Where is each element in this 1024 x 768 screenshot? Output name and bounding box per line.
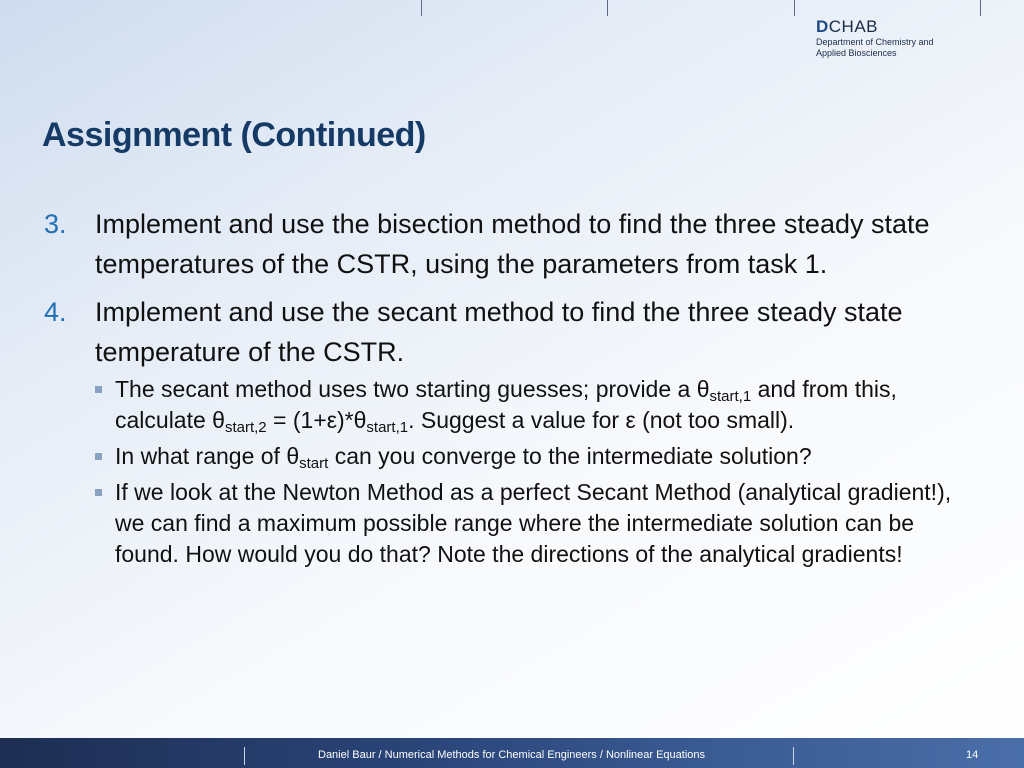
square-bullet-icon bbox=[95, 386, 102, 393]
subscript: start,2 bbox=[224, 419, 267, 436]
logo-chab: CHAB bbox=[828, 17, 879, 36]
header-divider bbox=[607, 0, 608, 16]
page-number: 14 bbox=[966, 749, 979, 761]
sub-text: If we look at the Newton Method as a perfect Secant Method (analytical gradient!), we can find a maximum possible range where the intermediate solution can be found. How would you do that? Note the directions of the analytical gradients! bbox=[115, 479, 952, 567]
sub-text: = (1+ε)*θ bbox=[266, 407, 367, 433]
subscript: start,1 bbox=[366, 419, 409, 436]
header-divider bbox=[421, 0, 422, 16]
square-bullet-icon bbox=[95, 453, 102, 460]
footer-divider bbox=[244, 747, 245, 765]
subscript: start,1 bbox=[709, 388, 752, 405]
list-item-4 bbox=[44, 292, 974, 372]
slide-body bbox=[44, 204, 974, 575]
sub-item-range bbox=[95, 441, 974, 472]
item-text: Implement and use the secant method to find the three steady state temperature of the CSTR. bbox=[95, 297, 903, 367]
sub-text: and from this, calculate θ bbox=[115, 376, 897, 433]
sub-text: The secant method uses two starting guesses; provide a θ bbox=[115, 376, 710, 402]
sub-text: . Suggest a value for ε (not too small). bbox=[408, 407, 795, 433]
sub-item-newton bbox=[95, 477, 974, 570]
item-number: 4. bbox=[44, 297, 67, 327]
footer-divider bbox=[793, 747, 794, 765]
sub-item-secant-guesses bbox=[95, 374, 974, 436]
list-item-3 bbox=[44, 204, 974, 284]
slide-title: Assignment (Continued) bbox=[42, 116, 426, 154]
footer-text: Daniel Baur / Numerical Methods for Chemical Engineers / Nonlinear Equations bbox=[318, 749, 706, 761]
logo-d: D bbox=[816, 17, 829, 36]
header-divider bbox=[794, 0, 795, 16]
subscript: start bbox=[299, 455, 329, 472]
item-text: Implement and use the bisection method to find the three steady state temperatures of the CSTR, using the parameters from task 1. bbox=[95, 209, 930, 279]
logo-line-2: Applied Biosciences bbox=[816, 48, 897, 58]
footer-bar bbox=[0, 738, 1024, 768]
square-bullet-icon bbox=[95, 489, 102, 496]
header-divider bbox=[980, 0, 981, 16]
header-decoration bbox=[0, 0, 1024, 16]
sub-text: can you converge to the intermediate solution? bbox=[328, 443, 812, 469]
dchab-logo bbox=[816, 17, 1016, 59]
sub-text: In what range of θ bbox=[115, 443, 300, 469]
sub-list bbox=[44, 374, 974, 570]
item-number: 3. bbox=[44, 209, 67, 239]
logo-line-1: Department of Chemistry and bbox=[816, 37, 934, 47]
logo-mark bbox=[816, 17, 1016, 37]
